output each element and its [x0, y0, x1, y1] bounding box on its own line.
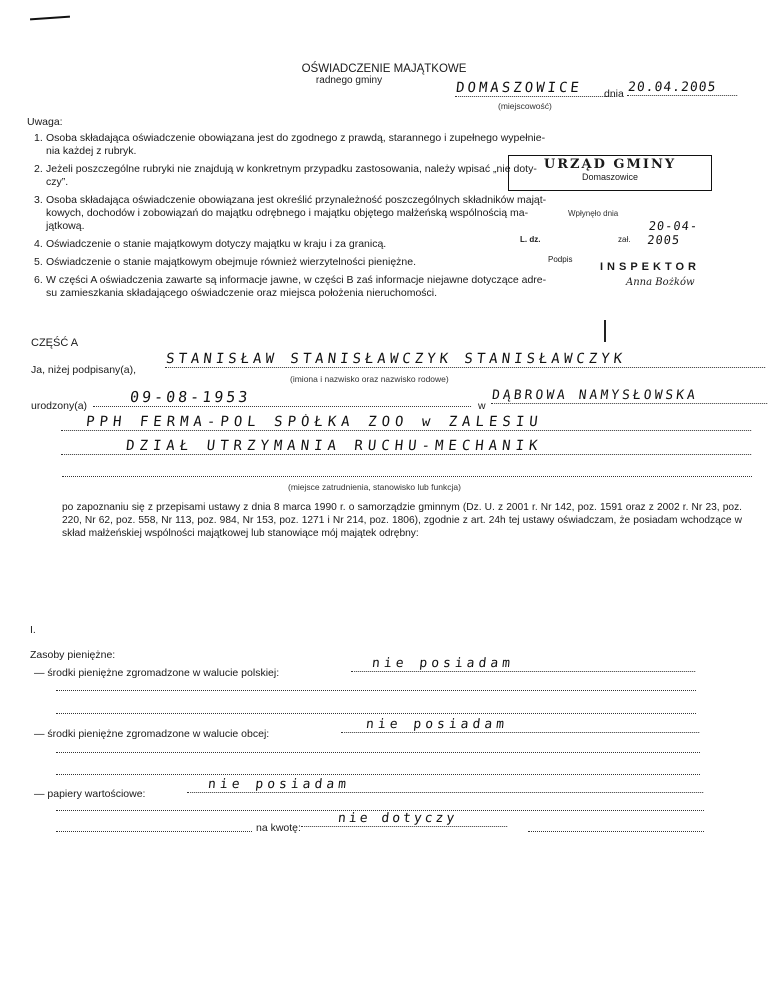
dnia-label: dnia — [604, 88, 624, 100]
statement-text: po zapoznaniu się z przepisami ustawy z dnia 8 marca 1990 r. o samorządzie gminnym (Dz. U. z 2001 r. Nr 142, poz. 1591 oraz z 2002 r. Nr 23, poz. 220, Nr 62, poz. 558, Nr 113, poz. 984, Nr 153, poz. 1271 i Nr 214, poz. 1806), zgodnie z art. 24h tej ustawy oświadczam, że posiadam wchodzące w skład małżeńskiej wspólności majątkowej lub stanowiące mój majątek odrębny: — [62, 502, 742, 539]
w-label: w — [478, 400, 486, 412]
foreign-value: nie posiadam — [341, 717, 701, 733]
amount-right-line — [528, 831, 704, 832]
stamp-name: Anna Bożków — [626, 277, 695, 288]
employment-line-3 — [62, 476, 752, 477]
born-label: urodzony(a) — [31, 400, 88, 412]
section-roman: I. — [30, 624, 36, 636]
stamp-ldz-label: L. dz. — [520, 235, 541, 244]
pln-extra-line-2 — [56, 713, 696, 714]
amount-value: nie dotyczy — [301, 811, 509, 827]
employment-line-2: DZIAŁ UTRZYMANIA RUCHU-MECHANIK — [61, 438, 753, 455]
pln-extra-line-1 — [56, 690, 696, 691]
title-line-1: OŚWIADCZENIE MAJĄTKOWE — [301, 63, 467, 75]
securities-label: — papiery wartościowe: — [34, 788, 146, 800]
foreign-extra-line-1 — [56, 752, 700, 753]
amount-label: na kwotę: — [256, 822, 301, 834]
foreign-label: — środki pieniężne zgromadzone w walucie obcej: — [34, 728, 270, 740]
title-line-2: radnego gminy — [315, 75, 383, 86]
stamp-received-label: Wpłynęło dnia — [568, 209, 619, 218]
note-text: Oświadczenie o stanie majątkowym dotyczy majątku w kraju i za granicą. — [46, 238, 387, 250]
czesc-a-heading: CZĘŚĆ A — [31, 337, 79, 349]
foreign-extra-line-2 — [56, 774, 700, 775]
stamp-podpis-label: Podpis — [548, 255, 573, 264]
pln-value: nie posiadam — [351, 656, 697, 672]
note-number: 4. — [34, 238, 43, 250]
note-text: Oświadczenie o stanie majątkowym obejmuje również wierzytelności pieniężne. — [46, 256, 417, 268]
employment-caption: (miejsce zatrudnienia, stanowisko lub funkcja) — [288, 482, 461, 492]
uwaga-label: Uwaga: — [27, 116, 63, 128]
stamp-zal-label: zał. — [618, 235, 631, 244]
signed-caption: (imiona i nazwisko oraz nazwisko rodowe) — [290, 374, 449, 384]
born-date: 09-08-1953 — [93, 388, 473, 407]
registry-stamp — [508, 155, 723, 288]
place-field: DOMASZOWICE — [455, 80, 617, 97]
place-caption: (miejscowość) — [498, 101, 552, 111]
stamp-header-box — [508, 155, 712, 191]
amount-left-line — [56, 831, 252, 832]
note-text: Jeżeli poszczególne rubryki nie znajdują w konkretnym przypadku zastosowania, należy wpisać „nie doty- czy”. — [46, 163, 537, 188]
stamp-date: 20-04-2005 — [646, 219, 699, 247]
note-text: Osoba składająca oświadczenie obowiązana jest do zgodnego z prawdą, starannego i zupełnego wypełnie- nia każdej z rubryk. — [46, 132, 546, 157]
pln-label: — środki pieniężne zgromadzone w walucie polskiej: — [34, 667, 280, 679]
securities-value: nie posiadam — [187, 777, 705, 793]
note-text: W części A oświadczenia zawarte są informacje jawne, w części B zaś informacje niejawne dotyczące adre- su zamieszkania składającego oświadczenie oraz miejsca położenia nieruchomości. — [46, 274, 547, 299]
pen-tick-mark — [604, 320, 606, 342]
born-place: DĄBROWA NAMYSŁOWSKA — [491, 388, 768, 404]
note-number: 3. — [34, 194, 43, 206]
employment-line-1: PPH FERMA-POL SPÓŁKA ZOO w ZALESIU — [61, 414, 753, 431]
stamp-line-1: URZĄD GMINY — [543, 157, 677, 172]
note-text: Osoba składająca oświadczenie obowiązana jest określić przynależność poszczególnych składników mająt- kowych, dochodów i zobowiązań do majątku odrębnego i majątku objętego małżeńską wspólnością ma- jątkową. — [46, 194, 547, 232]
note-number: 2. — [34, 163, 43, 175]
stamp-inspektor: INSPEKTOR — [600, 261, 700, 273]
date-field: 20.04.2005 — [627, 80, 739, 96]
note-number: 1. — [34, 132, 43, 144]
stamp-line-2: Domaszowice — [581, 172, 639, 182]
pen-stroke-mark — [30, 16, 70, 21]
signed-value: STANISŁAW STANISŁAWCZYK STANISŁAWCZYK — [165, 351, 767, 368]
note-number: 5. — [34, 256, 43, 268]
note-number: 6. — [34, 274, 43, 286]
section-heading: Zasoby pieniężne: — [30, 649, 116, 661]
signed-label: Ja, niżej podpisany(a), — [31, 364, 137, 376]
